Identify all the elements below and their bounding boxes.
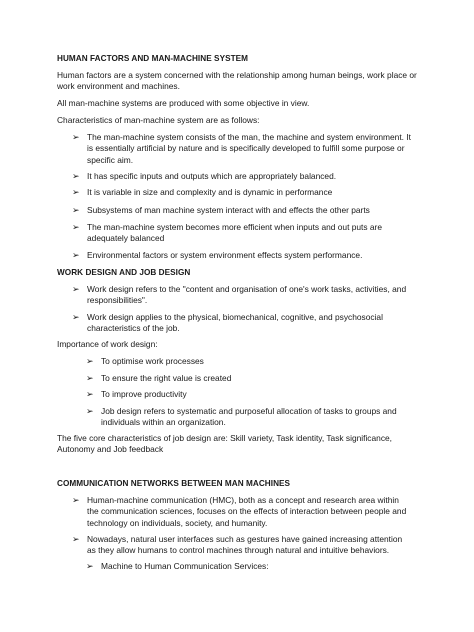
paragraph-human-factors-definition: Human factors are a system concerned with the relationship among human beings, work place or work environment and machines. [57, 70, 417, 92]
arrow-bullet-icon: ➢ [86, 356, 94, 366]
arrow-bullet-icon: ➢ [72, 534, 80, 544]
arrow-bullet-icon: ➢ [86, 389, 94, 399]
paragraph-core-characteristics: The five core characteristics of job design are: Skill variety, Task identity, Task significance, Autonomy and Job feedback [57, 433, 392, 455]
list-item [86, 356, 412, 367]
list-item-text: Human-machine communication (HMC), both as a concept and research area within the communication sciences, focuses on the effects of interaction between people and technology on individuals, society, and humanity. [87, 495, 407, 528]
list-item-text: To improve productivity [101, 389, 187, 399]
list-item-text: Subsystems of man machine system interact with and effects the other parts [87, 205, 370, 215]
list-item-text: Work design refers to the "content and organisation of one's work tasks, activities, and responsibilities". [87, 284, 407, 306]
list-item [72, 284, 412, 307]
arrow-bullet-icon: ➢ [72, 495, 80, 505]
arrow-bullet-icon: ➢ [86, 561, 94, 571]
arrow-bullet-icon: ➢ [72, 205, 80, 215]
list-item-text: It has specific inputs and outputs which are appropriately balanced. [87, 171, 337, 181]
list-item [86, 373, 412, 384]
arrow-bullet-icon: ➢ [72, 187, 80, 197]
arrow-bullet-icon: ➢ [72, 132, 80, 142]
list-item-text: To optimise work processes [101, 356, 204, 366]
arrow-bullet-icon: ➢ [72, 284, 80, 294]
list-item-text: Work design applies to the physical, biomechanical, cognitive, and psychosocial characteristics of the job. [87, 312, 383, 334]
arrow-bullet-icon: ➢ [72, 222, 80, 232]
arrow-bullet-icon: ➢ [72, 250, 80, 260]
list-item-text: The man-machine system becomes more efficient when inputs and out puts are adequately balanced [87, 222, 382, 244]
arrow-bullet-icon: ➢ [86, 373, 94, 383]
list-item [72, 132, 412, 166]
list-item [72, 312, 412, 335]
list-item-text: To ensure the right value is created [101, 373, 232, 383]
list-item-text: Nowadays, natural user interfaces such as gestures have gained increasing attention as they allow humans to control machines through natural and intuitive behaviors. [87, 534, 403, 556]
list-item [86, 406, 412, 429]
list-item [72, 187, 412, 198]
list-item [72, 171, 412, 182]
arrow-bullet-icon: ➢ [72, 312, 80, 322]
list-item [86, 389, 412, 400]
paragraph-importance-intro: Importance of work design: [57, 339, 158, 349]
list-item-text: Job design refers to systematic and purposeful allocation of tasks to groups and individuals within an organization. [101, 406, 397, 428]
list-item-text: The man-machine system consists of the man, the machine and system environment. It is essentially artificial by nature and is specifically developed to fulfill some purpose or specific aim. [87, 132, 411, 165]
list-item [72, 534, 412, 557]
list-item [86, 561, 412, 572]
heading-human-factors: HUMAN FACTORS AND MAN-MACHINE SYSTEM [57, 54, 249, 63]
list-item-text: Environmental factors or system environment effects system performance. [87, 250, 363, 260]
arrow-bullet-icon: ➢ [72, 171, 80, 181]
list-item [72, 205, 412, 216]
paragraph-objective: All man-machine systems are produced with some objective in view. [57, 98, 310, 108]
list-item [72, 495, 412, 529]
paragraph-characteristics-intro: Characteristics of man-machine system are as follows: [57, 115, 260, 125]
list-item [72, 250, 412, 261]
list-item-text: It is variable in size and complexity and is dynamic in performance [87, 187, 333, 197]
arrow-bullet-icon: ➢ [86, 406, 94, 416]
heading-communication-networks: COMMUNICATION NETWORKS BETWEEN MAN MACHINES [57, 479, 291, 488]
heading-work-design: WORK DESIGN AND JOB DESIGN [57, 268, 191, 277]
list-item [72, 222, 412, 245]
list-item-text: Machine to Human Communication Services: [101, 561, 269, 571]
